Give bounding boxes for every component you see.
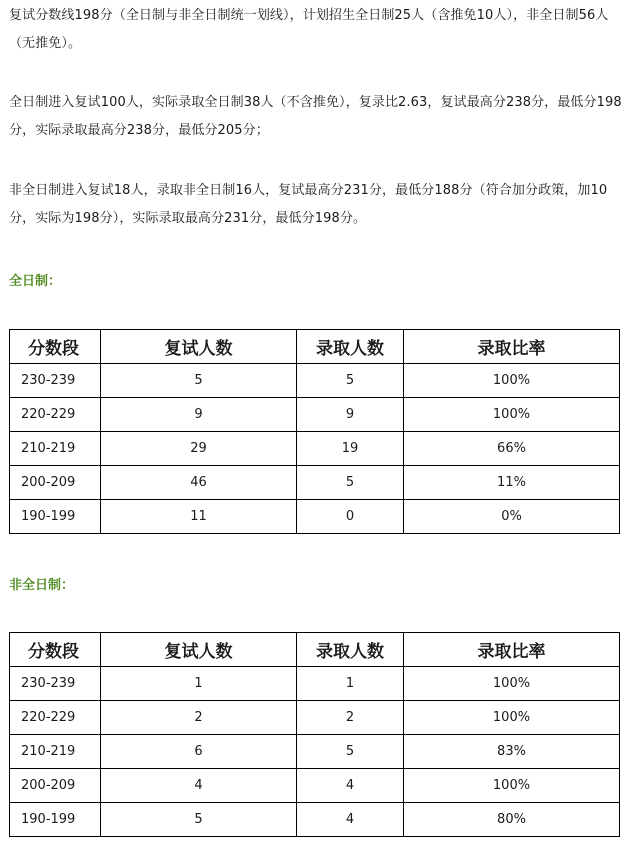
table-row — [10, 769, 620, 803]
cell-admit-count: 5 — [297, 735, 404, 769]
cell-admit-rate: 66% — [404, 432, 620, 466]
cell-score-range: 230-239 — [10, 364, 101, 398]
cell-score-range: 210-219 — [10, 735, 101, 769]
cell-admit-rate: 100% — [404, 701, 620, 735]
cell-admit-rate: 80% — [404, 803, 620, 837]
header-score-range: 分数段 — [10, 330, 101, 364]
cell-admit-count: 19 — [297, 432, 404, 466]
cell-admit-rate: 0% — [404, 500, 620, 534]
table-row — [10, 398, 620, 432]
table-row — [10, 735, 620, 769]
header-score-range: 分数段 — [10, 633, 101, 667]
cell-retest-count: 29 — [101, 432, 297, 466]
table-row — [10, 667, 620, 701]
table-row — [10, 701, 620, 735]
cell-admit-count: 0 — [297, 500, 404, 534]
cell-retest-count: 2 — [101, 701, 297, 735]
intro-paragraph-part-time: 非全日制进入复试18人，录取非全日制16人，复试最高分231分，最低分188分（符合加分政策，加10分，实际为198分），实际录取最高分231分，最低分198分。 — [9, 183, 608, 226]
cell-admit-rate: 100% — [404, 769, 620, 803]
intro-paragraph-full-time: 全日制进入复试100人，实际录取全日制38人（不含推免），复录比2.63，复试最高分238分，最低分198分，实际录取最高分238分，最低分205分； — [9, 95, 622, 138]
cell-admit-count: 1 — [297, 667, 404, 701]
cell-retest-count: 1 — [101, 667, 297, 701]
cell-retest-count: 9 — [101, 398, 297, 432]
cell-score-range: 200-209 — [10, 466, 101, 500]
cell-score-range: 220-229 — [10, 701, 101, 735]
header-admit-rate: 录取比率 — [404, 633, 620, 667]
cell-retest-count: 46 — [101, 466, 297, 500]
cell-score-range: 190-199 — [10, 803, 101, 837]
table-row — [10, 466, 620, 500]
cell-admit-rate: 11% — [404, 466, 620, 500]
cell-admit-count: 5 — [297, 364, 404, 398]
table-header-row — [10, 330, 620, 364]
header-retest-count: 复试人数 — [101, 330, 297, 364]
cell-admit-count: 4 — [297, 803, 404, 837]
cell-score-range: 210-219 — [10, 432, 101, 466]
cell-retest-count: 6 — [101, 735, 297, 769]
cell-score-range: 230-239 — [10, 667, 101, 701]
part-time-score-table — [9, 632, 620, 837]
table-row — [10, 500, 620, 534]
intro-paragraph-cutoff: 复试分数线198分（全日制与非全日制统一划线），计划招生全日制25人（含推免10人），非全日制56人（无推免）。 — [9, 8, 609, 51]
full-time-heading: 全日制： — [9, 274, 62, 289]
cell-score-range: 190-199 — [10, 500, 101, 534]
cell-retest-count: 11 — [101, 500, 297, 534]
cell-admit-rate: 100% — [404, 364, 620, 398]
table-row — [10, 364, 620, 398]
part-time-heading: 非全日制： — [9, 578, 75, 593]
cell-retest-count: 4 — [101, 769, 297, 803]
header-retest-count: 复试人数 — [101, 633, 297, 667]
header-admit-rate: 录取比率 — [404, 330, 620, 364]
cell-retest-count: 5 — [101, 364, 297, 398]
full-time-score-table — [9, 329, 620, 534]
cell-admit-count: 4 — [297, 769, 404, 803]
cell-admit-rate: 100% — [404, 398, 620, 432]
cell-admit-count: 2 — [297, 701, 404, 735]
cell-score-range: 200-209 — [10, 769, 101, 803]
cell-admit-rate: 100% — [404, 667, 620, 701]
table-header-row — [10, 633, 620, 667]
cell-retest-count: 5 — [101, 803, 297, 837]
cell-admit-count: 9 — [297, 398, 404, 432]
header-admit-count: 录取人数 — [297, 330, 404, 364]
cell-score-range: 220-229 — [10, 398, 101, 432]
table-row — [10, 432, 620, 466]
cell-admit-count: 5 — [297, 466, 404, 500]
cell-admit-rate: 83% — [404, 735, 620, 769]
header-admit-count: 录取人数 — [297, 633, 404, 667]
table-row — [10, 803, 620, 837]
